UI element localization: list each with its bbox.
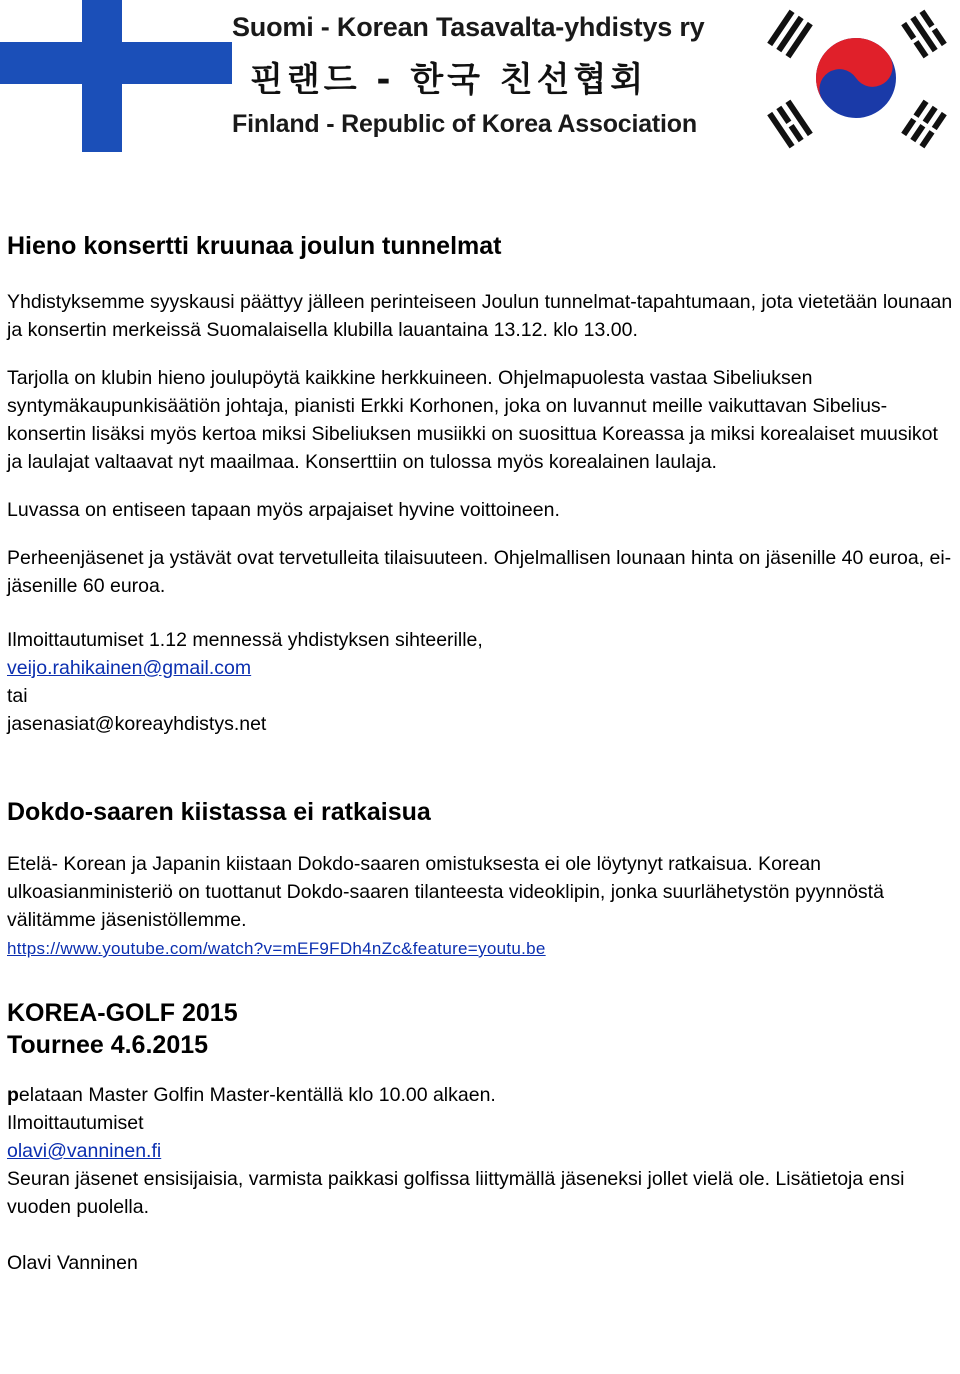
association-name-english: Finland - Republic of Korea Association xyxy=(232,110,697,138)
article-korea-golf xyxy=(7,997,955,1277)
paragraph xyxy=(7,1081,955,1109)
newsletter-body xyxy=(7,230,955,1277)
signup-text: Ilmoittautumiset 1.12 mennessä yhdistyksen sihteerille, xyxy=(7,629,483,651)
association-name-finnish: Suomi - Korean Tasavalta-yhdistys ry xyxy=(232,12,705,42)
signature: Olavi Vanninen xyxy=(7,1252,138,1274)
article-heading: Hieno konsertti kruunaa joulun tunnelmat xyxy=(7,232,502,260)
paragraph: Luvassa on entiseen tapaan myös arpajaiset hyvine voittoineen. xyxy=(7,499,560,521)
paragraph: Yhdistyksemme syyskausi päättyy jälleen perinteiseen Joulun tunnelmat-tapahtumaan, jota vietetään lounaan ja konsertin merkeissä Suomalaisella klubilla lauantaina 13.12. klo 13.00. xyxy=(7,291,953,341)
paragraph: Tarjolla on klubin hieno joulupöytä kaikkine herkkuineen. Ohjelmapuolesta vastaa Sibeliuksen syntymäkaupunkisäätiön johtaja, pianisti Erkki Korhonen, joka on luvannut meille vaikuttavan Sibelius-konsertin lisäksi myös kertoa miksi Sibeliuksen musiikki on suosittua Koreassa ja miksi korealaiset muusikot ja laulajat valtaavat nyt maailmaa. Konserttiin on tulossa myös korealainen laulaja. xyxy=(7,367,938,473)
signup-text: Ilmoittautumiset xyxy=(7,1112,144,1134)
bold-initial: p xyxy=(7,1084,19,1106)
article-subheading: Tournee 4.6.2015 xyxy=(7,1031,209,1059)
email-text-members: jasenasiat@koreayhdistys.net xyxy=(7,713,267,735)
korea-flag-icon xyxy=(748,0,960,152)
article-dokdo xyxy=(7,796,955,963)
association-header xyxy=(0,0,960,160)
or-text: tai xyxy=(7,685,28,707)
paragraph: Seuran jäsenet ensisijaisia, varmista paikkasi golfissa liittymällä jäseneksi jollet vielä ole. Lisätietoja ensi vuoden puolella. xyxy=(7,1168,905,1218)
paragraph-text: elataan Master Golfin Master-kentällä klo 10.00 alkaen. xyxy=(18,1084,496,1106)
association-name xyxy=(232,0,748,152)
email-link-secretary[interactable]: veijo.rahikainen@gmail.com xyxy=(7,657,252,679)
youtube-link[interactable]: https://www.youtube.com/watch?v=mEF9FDh4nZc&feature=youtu.be xyxy=(7,939,546,958)
association-name-korean: 핀랜드 - 한국 친선협회 xyxy=(250,60,648,100)
article-heading: KOREA-GOLF 2015 xyxy=(7,999,238,1027)
finland-flag-icon xyxy=(0,0,232,152)
email-link-golf[interactable]: olavi@vanninen.fi xyxy=(7,1140,162,1162)
article-heading: Dokdo-saaren kiistassa ei ratkaisua xyxy=(7,798,431,826)
paragraph: Etelä- Korean ja Japanin kiistaan Dokdo-saaren omistuksesta ei ole löytynyt ratkaisua. Korean ulkoasianministeriö on tuottanut Dokdo-saaren tilanteesta videoklipin, jonka suurlähetystön pyynnöstä välitämme jäsenistöllemme. xyxy=(7,853,884,931)
article-christmas-concert xyxy=(7,230,955,738)
paragraph: Perheenjäsenet ja ystävät ovat tervetulleita tilaisuuteen. Ohjelmallisen lounaan hinta on jäsenille 40 euroa, ei-jäsenille 60 euroa. xyxy=(7,547,952,597)
